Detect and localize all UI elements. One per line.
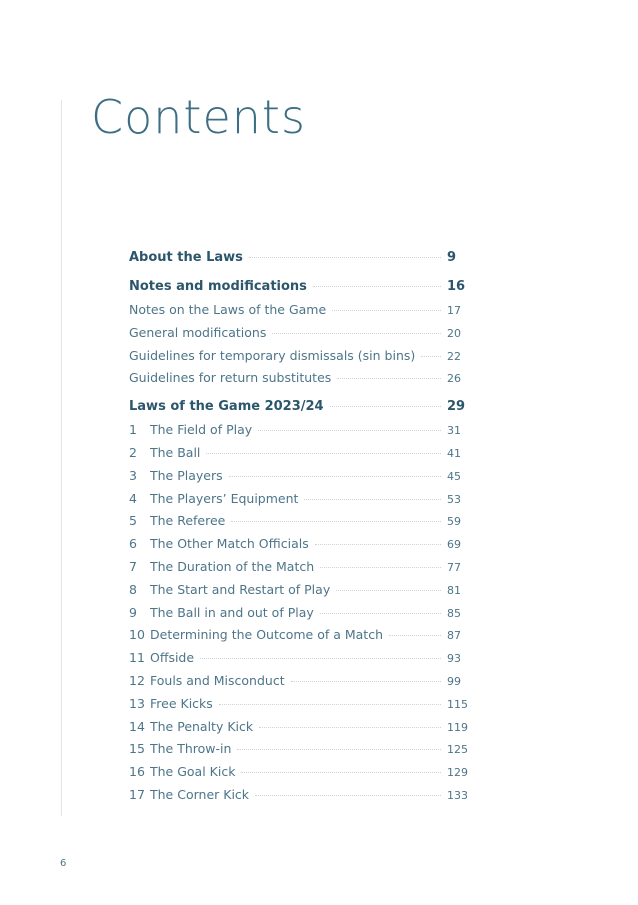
page-number: 6	[60, 858, 67, 869]
toc-entry[interactable]	[129, 650, 469, 673]
dot-leader	[206, 453, 441, 454]
dot-leader	[258, 430, 441, 431]
toc-entry[interactable]	[129, 491, 469, 514]
toc-entry-number: 5	[129, 513, 137, 529]
toc-entry-page: 81	[447, 583, 461, 597]
toc-entry[interactable]	[129, 673, 469, 696]
dot-leader	[389, 635, 441, 636]
toc-entry-page: 77	[447, 560, 461, 574]
toc-entry-label: Guidelines for return substitutes	[129, 370, 332, 386]
toc-entry-number: 15	[129, 741, 145, 757]
dot-leader	[249, 257, 441, 258]
toc-entry-number: 6	[129, 536, 137, 552]
toc-entry[interactable]	[129, 370, 469, 393]
toc-entry[interactable]	[129, 250, 469, 273]
toc-entry-label: The Goal Kick	[150, 764, 236, 780]
toc-entry-page: 93	[447, 652, 461, 666]
toc-entry-page: 99	[447, 674, 461, 688]
toc-entry-number: 10	[129, 627, 145, 643]
dot-leader	[337, 378, 441, 379]
dot-leader	[330, 406, 441, 407]
toc-entry-page: 22	[447, 349, 461, 363]
toc-entry-label: The Duration of the Match	[150, 558, 315, 574]
toc-entry[interactable]	[129, 348, 469, 371]
toc-entry-number: 8	[129, 581, 137, 597]
dot-leader	[320, 613, 441, 614]
toc-entry-label: The Other Match Officials	[150, 536, 309, 552]
toc-entry[interactable]	[129, 302, 469, 325]
toc-entry[interactable]	[129, 787, 469, 810]
dot-leader	[241, 772, 441, 773]
dot-leader	[291, 681, 441, 682]
toc-entry-label: The Referee	[150, 513, 226, 529]
toc-entry-page: 125	[447, 743, 468, 757]
toc-entry-page: 133	[447, 788, 468, 802]
dot-leader	[313, 286, 441, 287]
toc-entry-page: 87	[447, 629, 461, 643]
toc-entry-label: Notes on the Laws of the Game	[129, 302, 327, 317]
toc-entry-number: 7	[129, 558, 137, 574]
toc-entry-number: 3	[129, 467, 137, 483]
toc-entry[interactable]	[129, 696, 469, 719]
dot-leader	[237, 749, 441, 750]
dot-leader	[231, 521, 441, 522]
toc-entry[interactable]	[129, 536, 469, 559]
toc-entry[interactable]	[129, 582, 469, 605]
toc-entry-label: Guidelines for temporary dismissals (sin bins)	[129, 347, 416, 363]
toc-entry[interactable]	[129, 325, 469, 348]
toc-entry[interactable]	[129, 741, 469, 764]
toc-entry-number: 17	[129, 786, 145, 802]
toc-entry-label: About the Laws	[129, 250, 243, 265]
toc-entry[interactable]	[129, 719, 469, 742]
toc-entry[interactable]	[129, 468, 469, 491]
toc-entry-label: Determining the Outcome of a Match	[150, 627, 384, 643]
toc-entry[interactable]	[129, 513, 469, 536]
dot-leader	[336, 590, 441, 591]
toc-entry-number: 4	[129, 490, 137, 506]
toc-entry-label: Offside	[150, 650, 195, 666]
dot-leader	[320, 567, 441, 568]
dot-leader	[421, 356, 441, 357]
toc-entry-label: General modifications	[129, 324, 267, 340]
toc-entry-page: 115	[447, 697, 468, 711]
page-title: Contents	[91, 90, 306, 144]
dot-leader	[255, 795, 441, 796]
toc-entry-page: 41	[447, 446, 461, 460]
toc-entry-page: 26	[447, 372, 461, 386]
toc-entry-page: 29	[447, 399, 466, 415]
toc-entry[interactable]	[129, 764, 469, 787]
toc-entry[interactable]	[129, 605, 469, 628]
toc-entry-page: 45	[447, 469, 461, 483]
toc-entry-label: The Ball in and out of Play	[150, 604, 314, 620]
dot-leader	[229, 476, 441, 477]
toc-entry-label: The Start and Restart of Play	[150, 581, 331, 597]
toc-entry-label: Notes and modifications	[129, 279, 307, 294]
toc-entry-label: The Players	[150, 467, 223, 483]
dot-leader	[200, 658, 441, 659]
dot-leader	[332, 310, 441, 311]
toc-entry[interactable]	[129, 399, 469, 422]
toc-entry-number: 11	[129, 650, 145, 666]
toc-entry-page: 69	[447, 538, 461, 552]
toc-entry-label: The Corner Kick	[150, 786, 250, 802]
toc-entry-page: 129	[447, 766, 468, 780]
toc-entry[interactable]	[129, 422, 469, 445]
toc-entry-label: The Players’ Equipment	[150, 490, 299, 506]
dot-leader	[219, 704, 441, 705]
dot-leader	[272, 333, 441, 334]
toc-entry-page: 31	[447, 424, 461, 438]
table-of-contents	[129, 250, 469, 810]
toc-entry-label: The Field of Play	[150, 422, 253, 438]
dot-leader	[304, 499, 441, 500]
toc-entry-label: The Ball	[150, 444, 201, 460]
toc-entry-label: The Throw-in	[150, 741, 232, 757]
toc-entry-number: 9	[129, 604, 137, 620]
toc-entry-number: 16	[129, 764, 145, 780]
dot-leader	[259, 727, 441, 728]
toc-entry-number: 13	[129, 695, 145, 711]
toc-entry-page: 20	[447, 326, 461, 340]
toc-entry-number: 2	[129, 444, 137, 460]
dot-leader	[315, 544, 441, 545]
toc-entry[interactable]	[129, 627, 469, 650]
toc-entry-page: 85	[447, 606, 461, 620]
toc-entry-label: Laws of the Game 2023/24	[129, 399, 324, 415]
toc-entry-page: 119	[447, 720, 468, 734]
toc-entry-number: 12	[129, 672, 145, 688]
toc-entry-label: Free Kicks	[150, 695, 213, 711]
toc-entry-label: The Penalty Kick	[150, 718, 254, 734]
toc-entry-number: 14	[129, 718, 145, 734]
toc-entry-page: 53	[447, 492, 461, 506]
toc-entry[interactable]	[129, 279, 469, 302]
toc-entry[interactable]	[129, 445, 469, 468]
toc-entry-page: 17	[447, 304, 461, 317]
toc-entry-label: Fouls and Misconduct	[150, 672, 285, 688]
left-margin-rule	[61, 100, 62, 816]
toc-entry-page: 59	[447, 515, 461, 529]
toc-entry[interactable]	[129, 559, 469, 582]
toc-entry-number: 1	[129, 422, 137, 438]
toc-entry-page: 9	[447, 250, 457, 265]
toc-entry-page: 16	[447, 279, 466, 294]
